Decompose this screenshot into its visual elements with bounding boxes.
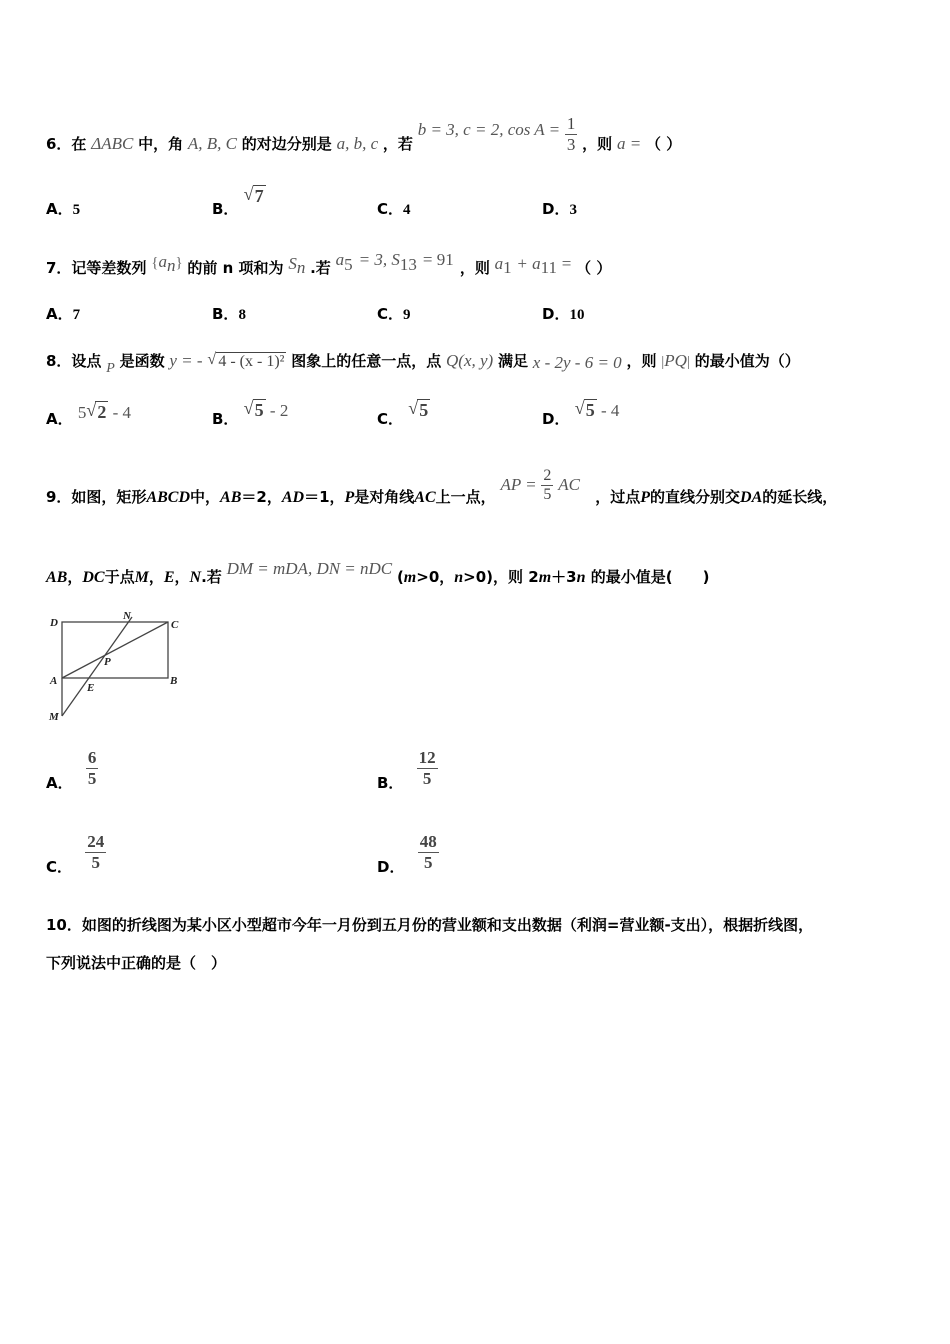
q6-target: a = xyxy=(616,134,642,153)
label-p: P xyxy=(104,656,111,668)
q7-text-3: ，则 xyxy=(459,259,490,277)
q9-option-c[interactable]: C． $\frac{24}{5}$ xyxy=(46,832,105,876)
label-a: A xyxy=(50,675,58,687)
q7-text-1: 的前 n 项和为 xyxy=(187,259,284,277)
diagonal-ac xyxy=(62,622,168,678)
q7-option-c[interactable]: C．9 xyxy=(377,305,411,323)
q8-text-3: 满足 xyxy=(498,352,529,370)
q10-stem-line-2: 下列说法中正确的是（ ） xyxy=(46,954,227,972)
q8-pq: |PQ| xyxy=(661,351,690,370)
q7-condition: $a_5 = 3$, $S_{13} = 91$ xyxy=(335,250,454,274)
q9-stem-line-1: 9．如图，矩形ABCD中，AB＝2，AD＝1，P是对角线AC上一点， AP = $\frac{2}{5}$ AC ，过点P的直线分别交DA的延长线， xyxy=(46,467,838,506)
q7-expression: $a_1 + a_{11}$ = xyxy=(494,254,572,277)
label-c: C xyxy=(171,619,179,631)
label-b: B xyxy=(170,675,178,687)
label-e: E xyxy=(87,682,95,694)
q7-text-2: .若 xyxy=(310,259,331,277)
q6-paren: （ ） xyxy=(645,135,682,153)
q6-option-b-sqrt: √ 7 xyxy=(243,184,264,206)
q7-option-b[interactable]: B．8 xyxy=(212,305,246,323)
q6-number: 6．在 xyxy=(46,135,87,153)
q6-text-3: ，若 xyxy=(382,135,413,153)
q7-sum: $S_n$ xyxy=(288,254,306,277)
label-m: M xyxy=(49,711,59,723)
q9-stem-line-2: AB，DC于点M，E，N.若 DM = mDA, DN = nDC (m>0，n>0)，则 2m＋3n 的最小值是( ) xyxy=(46,559,710,586)
q6-condition: b = 3, c = 2, cos A = xyxy=(417,120,561,139)
q6-text-2: 的对边分别是 xyxy=(241,135,332,153)
q10-stem-line-1: 10．如图的折线图为某小区小型超市今年一月份到五月份的营业额和支出数据（利润=营业额-支出），根据折线图， xyxy=(46,916,814,934)
q8-stem xyxy=(46,350,800,374)
q8-number: 8．设点 xyxy=(46,352,102,370)
q6-fraction-num: 1 xyxy=(566,114,576,133)
q6-fraction-den: 3 xyxy=(566,135,576,154)
q7-option-a[interactable]: A．7 xyxy=(46,305,81,323)
q6-fraction xyxy=(565,114,578,155)
q9-condition: DM = mDA, DN = nDC xyxy=(226,559,393,578)
q8-point-p: P xyxy=(106,361,115,376)
q9-option-d[interactable]: D． $\frac{48}{5}$ xyxy=(377,832,437,876)
q6-option-b[interactable]: B． √ 7 xyxy=(212,184,264,218)
q7-paren: （ ） xyxy=(576,259,612,277)
label-n: N xyxy=(123,610,131,622)
q9-number: 9．如图，矩形 xyxy=(46,488,147,506)
q6-stem xyxy=(46,114,682,165)
q9-figure xyxy=(44,610,194,725)
label-d: D xyxy=(50,617,58,629)
q8-text-2: 图象上的任意一点，点 xyxy=(291,352,442,370)
q6-angles: A, B, C xyxy=(187,134,237,153)
line-mn xyxy=(62,617,132,716)
q8-point-q: Q(x, y) xyxy=(446,351,494,370)
q6-sides: a, b, c xyxy=(336,134,379,153)
q6-option-c[interactable]: C．4 xyxy=(377,200,411,218)
q9-option-b[interactable]: B． $\frac{12}{5}$ xyxy=(377,748,436,792)
q8-option-c[interactable]: C． √ 5 xyxy=(377,398,429,428)
q7-seq: $\{a_n\}$ xyxy=(151,252,183,275)
q9-ap-formula: AP = $\frac{2}{5}$ AC xyxy=(500,467,580,503)
q6-option-d[interactable]: D．3 xyxy=(542,200,577,218)
q8-text-4: ，则 xyxy=(626,352,657,370)
q8-text-1: 是函数 xyxy=(119,352,165,370)
q6-option-a[interactable]: A．5 xyxy=(46,200,81,218)
q9-option-a[interactable]: A． $\frac{6}{5}$ xyxy=(46,748,97,792)
q7-option-d[interactable]: D．10 xyxy=(542,305,585,323)
q8-function-lhs: y = - xyxy=(169,351,203,370)
q8-option-a[interactable]: A． 5 √ 2 - 4 xyxy=(46,400,132,428)
q8-option-b[interactable]: B． √ 5 - 2 xyxy=(212,398,289,428)
q6-text-4: ，则 xyxy=(582,135,613,153)
q8-option-d[interactable]: D． √ 5 - 4 xyxy=(542,398,620,428)
q7-number: 7．记等差数列 xyxy=(46,259,147,277)
q7-stem xyxy=(46,250,612,284)
q8-text-5: 的最小值为（） xyxy=(694,352,800,370)
q6-text-1: 中，角 xyxy=(138,135,184,153)
q6-triangle: ΔABC xyxy=(91,134,134,153)
q8-function-sqrt: √ 4 - (x - 1)² xyxy=(207,351,285,370)
q8-line-equation: x - 2y - 6 = 0 xyxy=(532,353,622,372)
